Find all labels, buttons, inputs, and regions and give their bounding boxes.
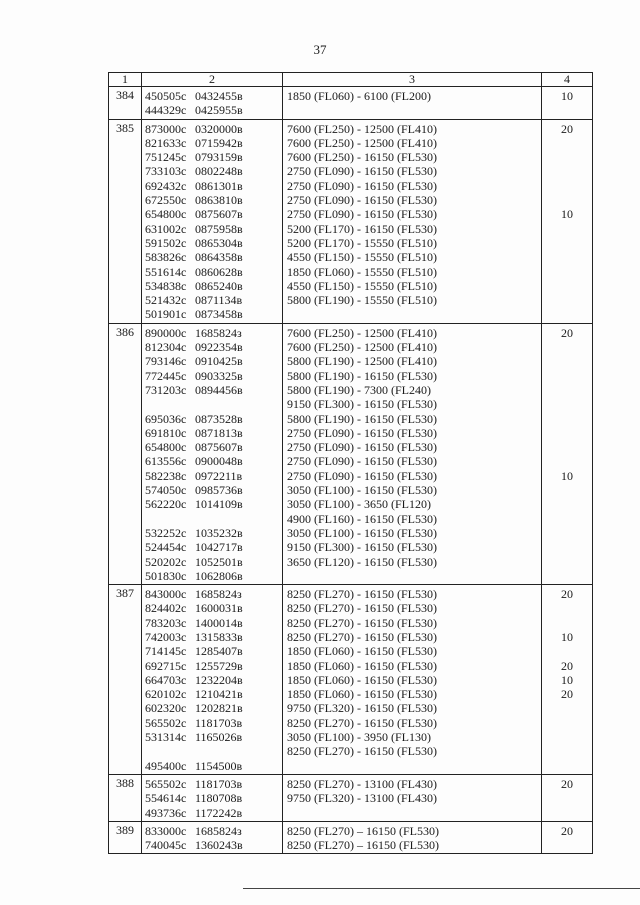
coordinate-pair: [142, 354, 282, 368]
altitude-range: 1850 (FL060) - 6100 (FL200): [287, 89, 431, 103]
longitude: 1181703в: [195, 776, 243, 791]
value: [542, 616, 592, 630]
longitude: 1052501в: [195, 554, 243, 569]
latitude: 692715с: [145, 658, 187, 673]
longitude: 1042717в: [195, 540, 243, 555]
value: 10: [561, 468, 573, 483]
longitude: 0871813в: [195, 425, 243, 440]
coordinates-cell: [142, 323, 283, 584]
value: [542, 701, 592, 715]
bottom-rule: [243, 888, 640, 889]
value: [542, 193, 592, 207]
coordinate-pair: [142, 207, 282, 221]
latitude: 751245с: [145, 150, 187, 165]
latitude: 501901с: [145, 307, 187, 322]
value: [542, 354, 592, 368]
altitude-range: 2750 (FL090) - 16150 (FL530): [287, 178, 437, 193]
altitude-range: 4550 (FL150) - 15550 (FL510): [287, 250, 437, 265]
altitude-range: 3050 (FL100) - 16150 (FL530): [287, 525, 437, 540]
latitude: 620102с: [145, 687, 187, 702]
latitude: 591502с: [145, 235, 187, 250]
latitude: 733103с: [145, 164, 187, 179]
value: [542, 526, 592, 540]
longitude: 0894456в: [195, 382, 243, 397]
altitude-range-cell: [283, 323, 542, 584]
coordinate-pair: [142, 440, 282, 454]
longitude: 1232204в: [195, 672, 243, 687]
coordinate-pair: [142, 383, 282, 397]
value: [542, 791, 592, 805]
latitude: 654800с: [145, 207, 187, 222]
latitude: 582238с: [145, 468, 187, 483]
altitude-range: 2750 (FL090) - 16150 (FL530): [287, 207, 437, 222]
coordinate-pair: [142, 136, 282, 150]
longitude: 0793159в: [195, 150, 243, 165]
coordinate-pair: [142, 555, 282, 569]
latitude: 695036с: [145, 411, 187, 426]
longitude: 1285407в: [195, 644, 243, 659]
coordinate-pair: [142, 673, 282, 687]
coordinate-pair: [142, 569, 282, 583]
longitude: 0873458в: [195, 307, 243, 322]
latitude: 534838с: [145, 278, 187, 293]
value: [542, 412, 592, 426]
value: 10: [561, 207, 573, 222]
table-row: [109, 87, 593, 120]
longitude: 0865240в: [195, 278, 243, 293]
latitude: 520202с: [145, 554, 187, 569]
table-header-row: [109, 73, 593, 87]
coordinate-pair: [142, 279, 282, 293]
longitude: 0972211в: [195, 468, 243, 483]
latitude: 873000с: [145, 121, 187, 136]
altitude-range: 9150 (FL300) - 16150 (FL530): [287, 540, 437, 555]
latitude: 602320с: [145, 701, 187, 716]
altitude-range: 2750 (FL090) - 16150 (FL530): [287, 193, 437, 208]
row-number: 384: [109, 87, 142, 120]
coordinate-pair: [142, 250, 282, 264]
latitude: 691810с: [145, 425, 187, 440]
altitude-range: [283, 806, 541, 820]
coordinate-pair: [142, 824, 282, 838]
coordinate-pair: [142, 759, 282, 773]
latitude: 740045с: [145, 838, 187, 853]
value: [542, 483, 592, 497]
coordinate-pair: [142, 265, 282, 279]
longitude: 0320000в: [195, 121, 243, 136]
longitude: 1685824з: [195, 325, 242, 340]
coordinate-pair: [142, 222, 282, 236]
longitude: 1062806в: [195, 568, 243, 583]
coordinates-cell: [142, 119, 283, 323]
altitude-range: 2750 (FL090) - 16150 (FL530): [287, 454, 437, 469]
longitude: 1181703в: [195, 715, 243, 730]
coordinate-pair: [142, 122, 282, 136]
value-cell: [542, 119, 593, 323]
value: [542, 236, 592, 250]
altitude-range: 3050 (FL100) - 16150 (FL530): [287, 483, 437, 498]
coordinate-pair: [142, 526, 282, 540]
altitude-range: 5800 (FL190) - 15550 (FL510): [287, 293, 437, 308]
latitude: 890000с: [145, 325, 187, 340]
coordinate-pair: [142, 307, 282, 321]
latitude: 833000с: [145, 823, 187, 838]
longitude: 1165026в: [195, 730, 243, 745]
value-cell: [542, 585, 593, 775]
altitude-range: 8250 (FL270) - 13100 (FL430): [287, 776, 437, 791]
longitude: 0860628в: [195, 264, 243, 279]
longitude: 0873528в: [195, 411, 243, 426]
value: [542, 164, 592, 178]
value: [542, 716, 592, 730]
longitude: 1360243в: [195, 838, 243, 853]
coordinate-pair: [142, 497, 282, 511]
longitude: 0861301в: [195, 178, 243, 193]
value-cell: [542, 774, 593, 821]
altitude-range: [283, 759, 541, 773]
longitude: 0432455в: [195, 89, 243, 103]
altitude-range: 3650 (FL120) - 16150 (FL530): [287, 554, 437, 569]
altitude-range: 9750 (FL320) - 16150 (FL530): [287, 701, 437, 716]
value: 20: [561, 325, 573, 340]
latitude: 772445с: [145, 368, 187, 383]
latitude: 812304с: [145, 340, 187, 355]
altitude-range: 8250 (FL270) - 16150 (FL530): [287, 629, 437, 644]
table-row: [109, 774, 593, 821]
latitude: 565502с: [145, 776, 187, 791]
value: [542, 179, 592, 193]
altitude-range: 7600 (FL250) - 12500 (FL410): [287, 340, 437, 355]
altitude-range: 3050 (FL100) - 3650 (FL120): [287, 497, 431, 512]
value: [542, 730, 592, 744]
altitude-range: 8250 (FL270) - 16150 (FL530): [287, 615, 437, 630]
latitude: 532252с: [145, 525, 187, 540]
value: 10: [561, 672, 573, 687]
coordinate-pair: [142, 744, 282, 758]
latitude: 444329с: [145, 103, 187, 118]
coordinate-pair: [142, 540, 282, 554]
row-number: 385: [109, 119, 142, 323]
table-row: [109, 323, 593, 584]
value: [542, 569, 592, 583]
latitude: 501830с: [145, 568, 187, 583]
longitude: 0863810в: [195, 193, 243, 208]
latitude: 692432с: [145, 178, 187, 193]
value: [542, 440, 592, 454]
longitude: 0903325в: [195, 368, 243, 383]
altitude-range: 8250 (FL270) - 16150 (FL530): [287, 744, 437, 759]
altitude-range: 4900 (FL160) - 16150 (FL530): [287, 511, 437, 526]
header-cell: 3: [283, 73, 542, 87]
altitude-range: 5200 (FL170) - 15550 (FL510): [287, 235, 437, 250]
altitude-range-cell: [283, 87, 542, 120]
coordinate-pair: [142, 179, 282, 193]
value: [542, 555, 592, 569]
row-number: 387: [109, 585, 142, 775]
coordinate-pair: [142, 193, 282, 207]
longitude: 0922354в: [195, 340, 243, 355]
longitude: 1202821в: [195, 701, 243, 716]
coordinate-pair: [142, 644, 282, 658]
altitude-range: 8250 (FL270) - 16150 (FL530): [287, 587, 437, 602]
latitude: 551614с: [145, 264, 187, 279]
altitude-range: 2750 (FL090) - 16150 (FL530): [287, 468, 437, 483]
altitude-range: 5800 (FL190) - 12500 (FL410): [287, 354, 437, 369]
altitude-range-cell: [283, 774, 542, 821]
altitude-range: 3050 (FL100) - 3950 (FL130): [287, 730, 431, 745]
altitude-range: [283, 307, 541, 321]
coordinate-pair: [142, 426, 282, 440]
coordinate-pair: [142, 716, 282, 730]
latitude: 654800с: [145, 440, 187, 455]
altitude-range: 8250 (FL270) - 16150 (FL530): [287, 715, 437, 730]
row-number: 388: [109, 774, 142, 821]
coordinates-cell: [142, 87, 283, 120]
coordinate-pair: [142, 454, 282, 468]
altitude-range: 7600 (FL250) - 16150 (FL530): [287, 150, 437, 165]
value: 10: [561, 89, 573, 103]
header-cell: 2: [142, 73, 283, 87]
page-number: 37: [313, 42, 327, 57]
altitude-range: 2750 (FL090) - 16150 (FL530): [287, 164, 437, 179]
value: [542, 307, 592, 321]
longitude: 1400014в: [195, 615, 243, 630]
latitude: 524454с: [145, 540, 187, 555]
altitude-range: 8250 (FL270) – 16150 (FL530): [287, 823, 439, 838]
altitude-range: 8250 (FL270) - 16150 (FL530): [287, 601, 437, 616]
row-number: 389: [109, 821, 142, 854]
value: 20: [561, 776, 573, 791]
value: [542, 838, 592, 852]
altitude-range-cell: [283, 585, 542, 775]
coordinate-pair: [142, 777, 282, 791]
table-row: [109, 585, 593, 775]
latitude: 554614с: [145, 791, 187, 806]
value: 20: [561, 658, 573, 673]
longitude: 1210421в: [195, 687, 243, 702]
coordinate-pair: [142, 103, 282, 117]
coordinate-pair: [142, 326, 282, 340]
longitude: 0900048в: [195, 454, 243, 469]
coordinate-pair: [142, 397, 282, 411]
coordinate-pair: [142, 164, 282, 178]
longitude: 0875607в: [195, 440, 243, 455]
longitude: 0910425в: [195, 354, 243, 369]
altitude-range: 7600 (FL250) - 12500 (FL410): [287, 325, 437, 340]
latitude: 613556с: [145, 454, 187, 469]
value-cell: [542, 323, 593, 584]
coordinate-pair: [142, 601, 282, 615]
altitude-range: 8250 (FL270) – 16150 (FL530): [287, 838, 439, 853]
value: [542, 279, 592, 293]
value: 20: [561, 121, 573, 136]
coordinate-pair: [142, 512, 282, 526]
longitude: 1172242в: [195, 805, 243, 820]
longitude: 0985736в: [195, 483, 243, 498]
latitude: 714145с: [145, 644, 187, 659]
coordinate-pair: [142, 89, 282, 103]
altitude-range: 7600 (FL250) - 12500 (FL410): [287, 135, 437, 150]
value: [542, 397, 592, 411]
latitude: 631002с: [145, 221, 187, 236]
table-row: [109, 119, 593, 323]
value: [542, 644, 592, 658]
altitude-range: 1850 (FL060) - 16150 (FL530): [287, 672, 437, 687]
coordinate-pair: [142, 150, 282, 164]
latitude: 821633с: [145, 135, 187, 150]
latitude: 742003с: [145, 629, 187, 644]
coordinate-pair: [142, 369, 282, 383]
value: [542, 293, 592, 307]
coordinate-pair: [142, 587, 282, 601]
longitude: 0871134в: [195, 293, 243, 308]
value-cell: [542, 87, 593, 120]
value: [542, 759, 592, 773]
longitude: 0715942в: [195, 135, 243, 150]
latitude: 531314с: [145, 730, 187, 745]
coordinate-pair: [142, 659, 282, 673]
longitude: 1685824з: [195, 823, 242, 838]
latitude: 783203с: [145, 615, 187, 630]
altitude-range: 9750 (FL320) - 13100 (FL430): [287, 791, 437, 806]
value: [542, 426, 592, 440]
latitude: 495400с: [145, 758, 187, 773]
value: [542, 512, 592, 526]
altitude-range: 5800 (FL190) - 7300 (FL240): [287, 382, 431, 397]
altitude-range-cell: [283, 821, 542, 854]
value: [542, 265, 592, 279]
coordinate-pair: [142, 340, 282, 354]
altitude-range: 1850 (FL060) - 16150 (FL530): [287, 658, 437, 673]
value: [542, 497, 592, 511]
longitude: 0875958в: [195, 221, 243, 236]
latitude: 450505с: [145, 89, 187, 103]
coordinate-pair: [142, 412, 282, 426]
coordinate-pair: [142, 616, 282, 630]
altitude-range: 7600 (FL250) - 12500 (FL410): [287, 121, 437, 136]
value: [542, 601, 592, 615]
longitude: 1154500в: [195, 758, 243, 773]
longitude: 0425955в: [195, 103, 243, 118]
latitude: 521432с: [145, 293, 187, 308]
altitude-range: [283, 569, 541, 583]
latitude: 793146с: [145, 354, 187, 369]
value: [542, 540, 592, 554]
altitude-range: 1850 (FL060) - 16150 (FL530): [287, 687, 437, 702]
longitude: 1315833в: [195, 629, 243, 644]
coordinate-pair: [142, 687, 282, 701]
value: [542, 136, 592, 150]
altitude-range: 2750 (FL090) - 16150 (FL530): [287, 425, 437, 440]
coordinate-pair: [142, 730, 282, 744]
altitude-range: 2750 (FL090) - 16150 (FL530): [287, 440, 437, 455]
coordinate-pair: [142, 469, 282, 483]
longitude: 0875607в: [195, 207, 243, 222]
altitude-range: 1850 (FL060) - 15550 (FL510): [287, 264, 437, 279]
coordinates-cell: [142, 774, 283, 821]
row-number: 386: [109, 323, 142, 584]
longitude: 1600031в: [195, 601, 243, 616]
altitude-range: 4550 (FL150) - 15550 (FL510): [287, 278, 437, 293]
value: 20: [561, 687, 573, 702]
longitude: 1180708в: [195, 791, 243, 806]
latitude: 565502с: [145, 715, 187, 730]
altitude-range: 5200 (FL170) - 16150 (FL530): [287, 221, 437, 236]
altitude-range: 1850 (FL060) - 16150 (FL530): [287, 644, 437, 659]
latitude: 493736с: [145, 805, 187, 820]
table-row: [109, 821, 593, 854]
latitude: 664703с: [145, 672, 187, 687]
latitude: 562220с: [145, 497, 187, 512]
value: [542, 806, 592, 820]
header-cell: 4: [542, 73, 593, 87]
coordinate-pair: [142, 630, 282, 644]
value: [542, 369, 592, 383]
coordinates-cell: [142, 821, 283, 854]
longitude: 0865304в: [195, 235, 243, 250]
coordinate-pair: [142, 483, 282, 497]
latitude: 843000с: [145, 587, 187, 602]
value: 20: [561, 587, 573, 602]
value-cell: [542, 821, 593, 854]
longitude: 1035232в: [195, 525, 243, 540]
value: [542, 454, 592, 468]
value: [542, 250, 592, 264]
altitude-range: 5800 (FL190) - 16150 (FL530): [287, 411, 437, 426]
value: 20: [561, 823, 573, 838]
coordinate-pair: [142, 293, 282, 307]
latitude: 731203с: [145, 382, 187, 397]
coordinates-cell: [142, 585, 283, 775]
longitude: 0802248в: [195, 164, 243, 179]
coordinate-pair: [142, 806, 282, 820]
value: 10: [561, 629, 573, 644]
altitude-range: 9150 (FL300) - 16150 (FL530): [287, 397, 437, 412]
longitude: 1014109в: [195, 497, 243, 512]
latitude: 672550с: [145, 193, 187, 208]
longitude: 0864358в: [195, 250, 243, 265]
latitude: 583826с: [145, 250, 187, 265]
value: [542, 222, 592, 236]
airspace-table: [108, 72, 593, 854]
longitude: 1685824з: [195, 587, 242, 602]
value: [542, 744, 592, 758]
value: [542, 340, 592, 354]
altitude-range-cell: [283, 119, 542, 323]
value: [542, 150, 592, 164]
altitude-range: 5800 (FL190) - 16150 (FL530): [287, 368, 437, 383]
latitude: 574050с: [145, 483, 187, 498]
longitude: 1255729в: [195, 658, 243, 673]
coordinate-pair: [142, 701, 282, 715]
value: [542, 383, 592, 397]
coordinate-pair: [142, 236, 282, 250]
latitude: 824402с: [145, 601, 187, 616]
coordinate-pair: [142, 791, 282, 805]
header-cell: 1: [109, 73, 142, 87]
coordinate-pair: [142, 838, 282, 852]
